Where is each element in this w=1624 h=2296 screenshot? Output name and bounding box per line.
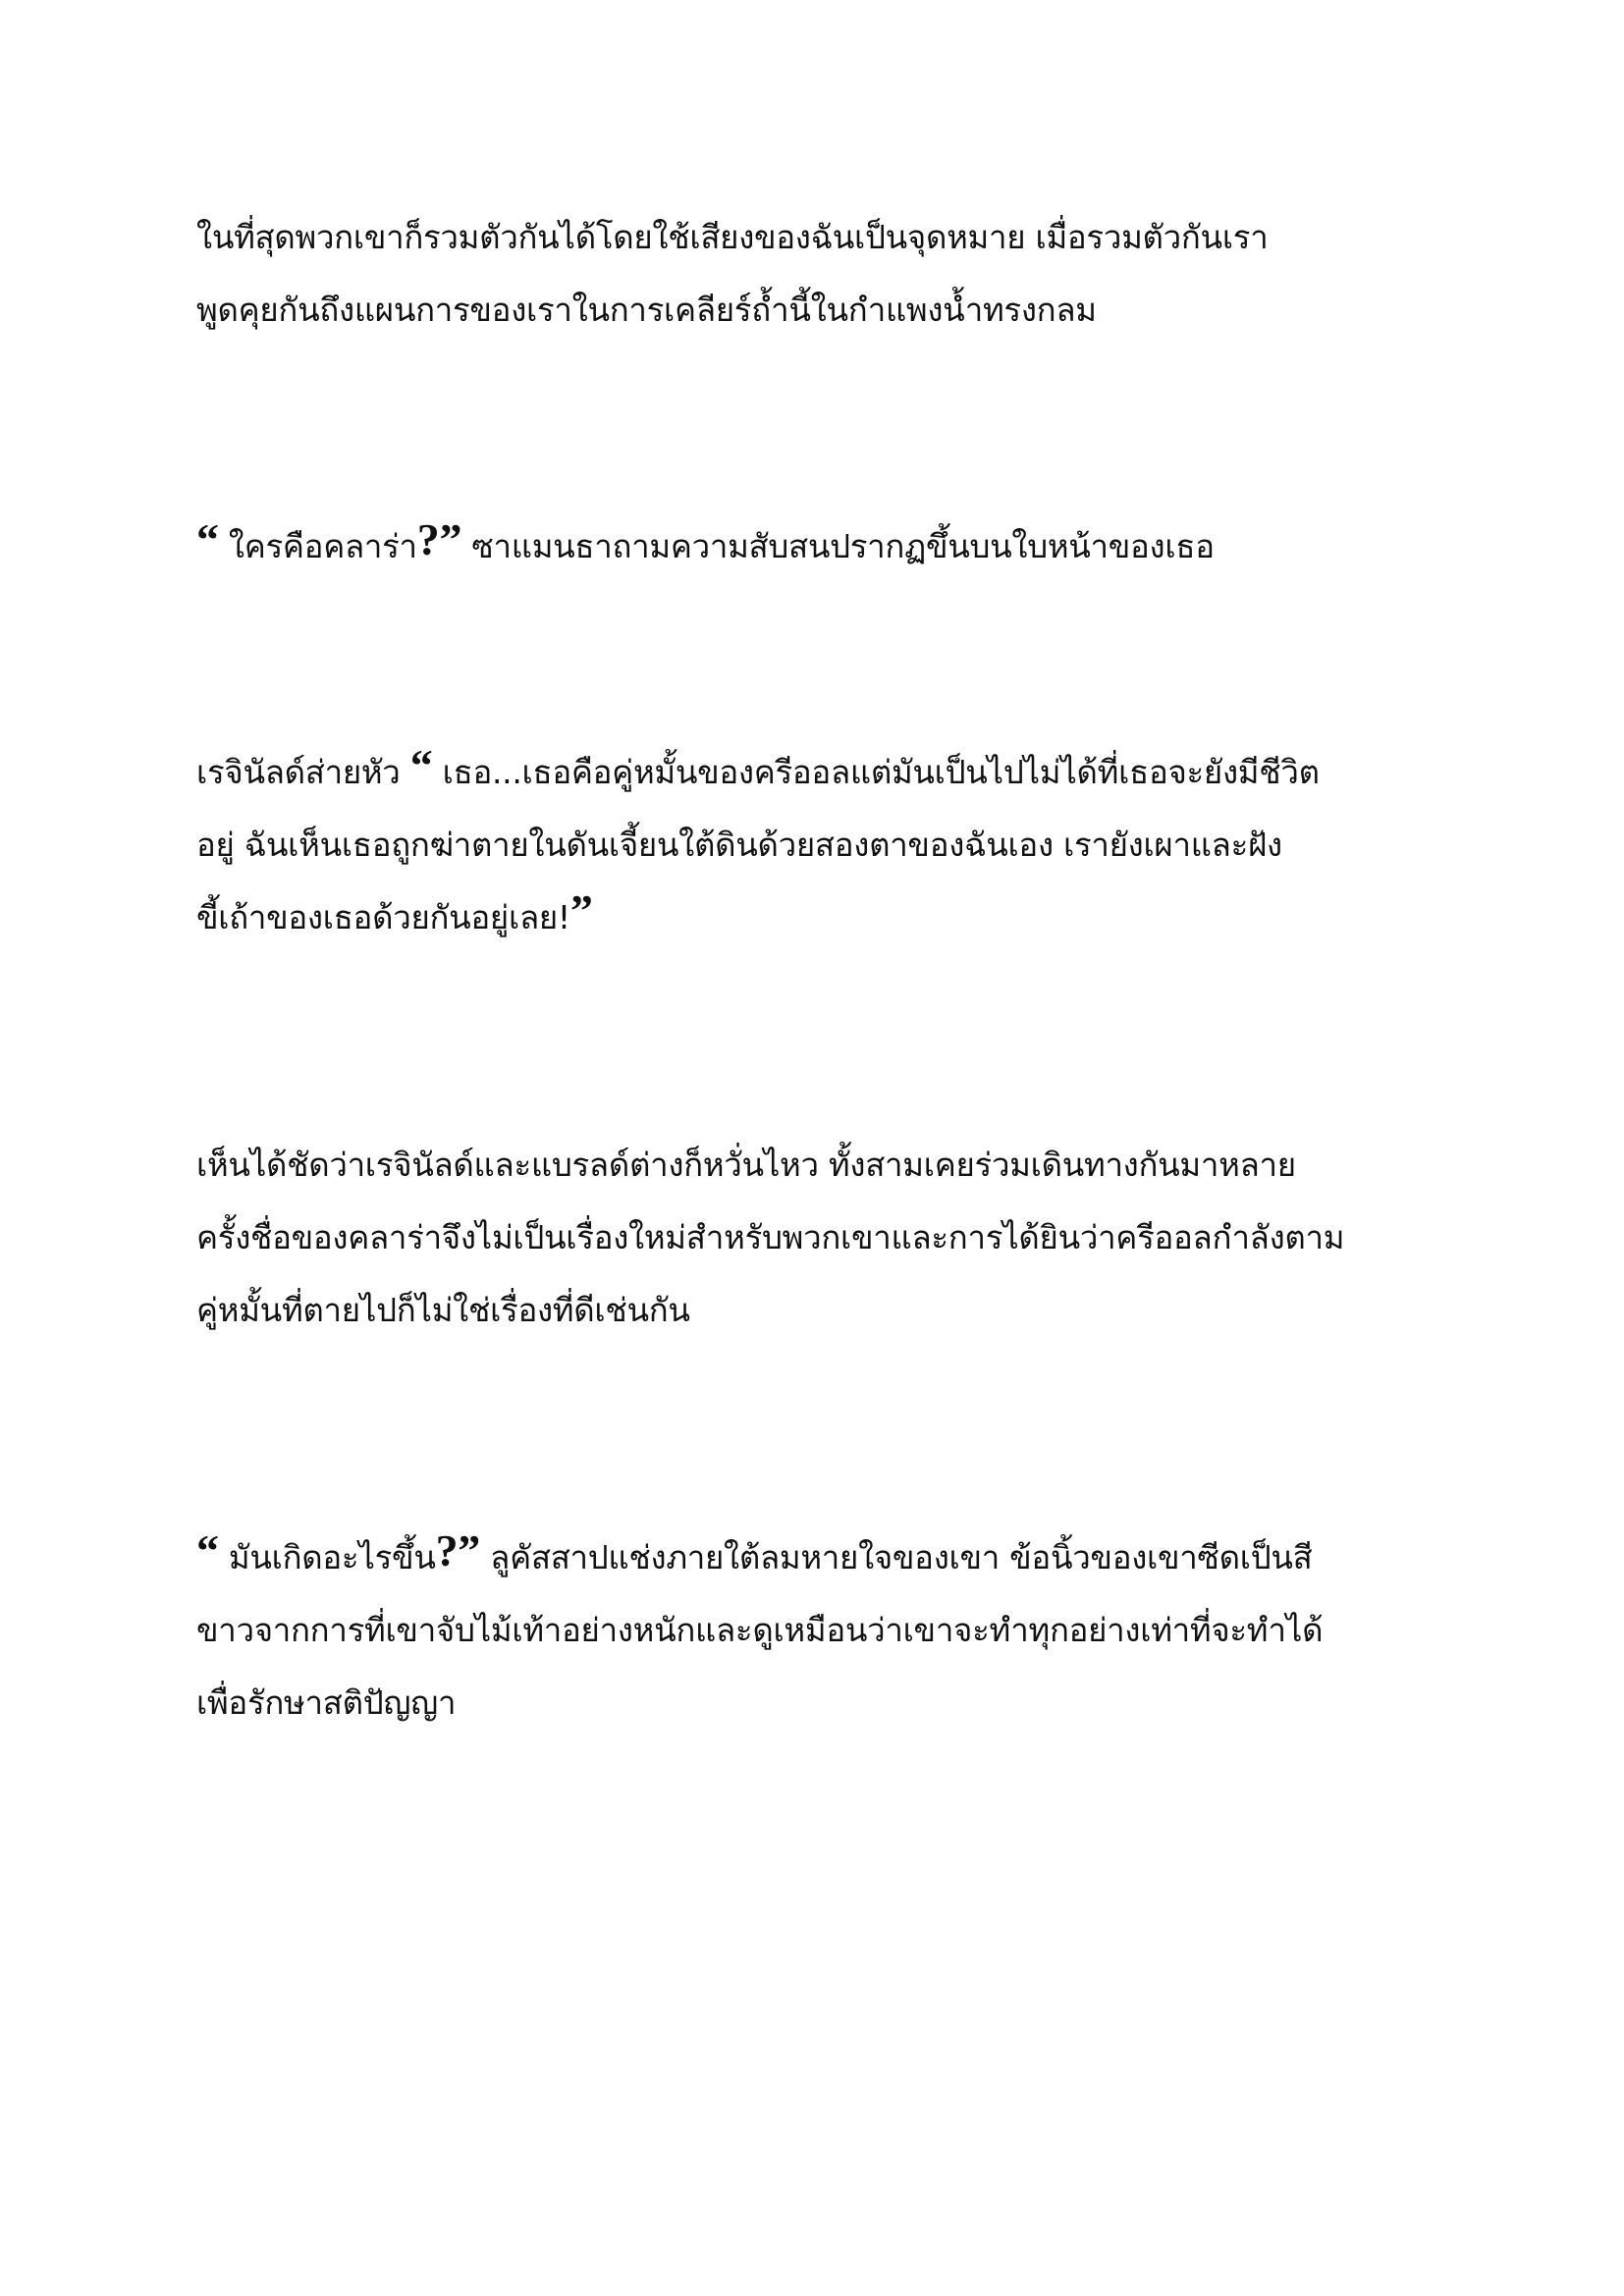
dialogue-text: ใครคือคลาร่า <box>218 527 417 565</box>
paragraph-4 <box>196 1129 1473 1347</box>
close-quote: ” <box>439 514 462 564</box>
close-quote: ” <box>458 1525 480 1575</box>
close-quote: ” <box>569 885 593 935</box>
open-quote: “ <box>409 740 433 790</box>
question-mark: ? <box>435 1525 459 1575</box>
text-line <box>196 881 1473 954</box>
narration-text: ซาแมนธาถามความสับสนปรากฏขึ้นบนใบหน้าของเธอ <box>461 527 1215 565</box>
paragraph-1 <box>196 201 1473 347</box>
paragraph-3 <box>196 736 1473 954</box>
text-line: เห็นได้ชัดว่าเรจินัลด์และแบรลด์ต่างก็หวั่นไหว ทั้งสามเคยร่วมเดินทางกันมาหลาย <box>196 1146 1296 1184</box>
text-line: คู่หมั้นที่ตายไปก็ไม่ใช่เรื่องที่ดีเช่นกัน <box>196 1291 690 1329</box>
text-line: อยู่ ฉันเห็นเธอถูกฆ่าตายในดันเจี้ยนใต้ดินด้วยสองตาของฉันเอง เรายังเผาและฝัง <box>196 826 1282 864</box>
question-mark: ? <box>416 514 440 564</box>
text-line <box>196 1522 1473 1594</box>
narration-text: ลูคัสสาปแช่งภายใต้ลมหายใจของเขา ข้อนิ้วของเขาซีดเป็นสี <box>479 1538 1313 1576</box>
dialogue-text: เธอ...เธอคือคู่หมั้นของครีออลแต่มันเป็นไปไม่ได้ที่เธอจะยังมีชีวิต <box>432 753 1320 791</box>
paragraph-5 <box>196 1522 1473 1739</box>
open-quote: “ <box>196 1525 219 1575</box>
text-line: ในที่สุดพวกเขาก็รวมตัวกันได้โดยใช้เสียงของฉันเป็นจุดหมาย เมื่อรวมตัวกันเรา <box>196 218 1269 256</box>
dialogue-text: ขี้เถ้าของเธอด้วยกันอยู่เลย! <box>196 898 570 936</box>
text-line: ครั้งชื่อของคลาร่าจึงไม่เป็นเรื่องใหม่สำหรับพวกเขาและการได้ยินว่าครีออลกำลังตาม <box>196 1218 1345 1256</box>
text-line: พูดคุยกันถึงแผนการของเราในการเคลียร์ถ้ำนี้ในกำแพงน้ำทรงกลม <box>196 291 1097 329</box>
paragraph-2 <box>196 510 1473 583</box>
text-line <box>196 736 1473 809</box>
open-quote: “ <box>196 514 219 564</box>
dialogue-text: มันเกิดอะไรขึ้น <box>218 1538 436 1576</box>
narration-text: เรจินัลด์ส่ายหัว <box>196 753 410 791</box>
text-line: ขาวจากการที่เขาจับไม้เท้าอย่างหนักและดูเหมือนว่าเขาจะทำทุกอย่างเท่าที่จะทำได้ <box>196 1611 1324 1649</box>
text-line <box>196 510 1473 583</box>
text-line: เพื่อรักษาสติปัญญา <box>196 1683 457 1722</box>
